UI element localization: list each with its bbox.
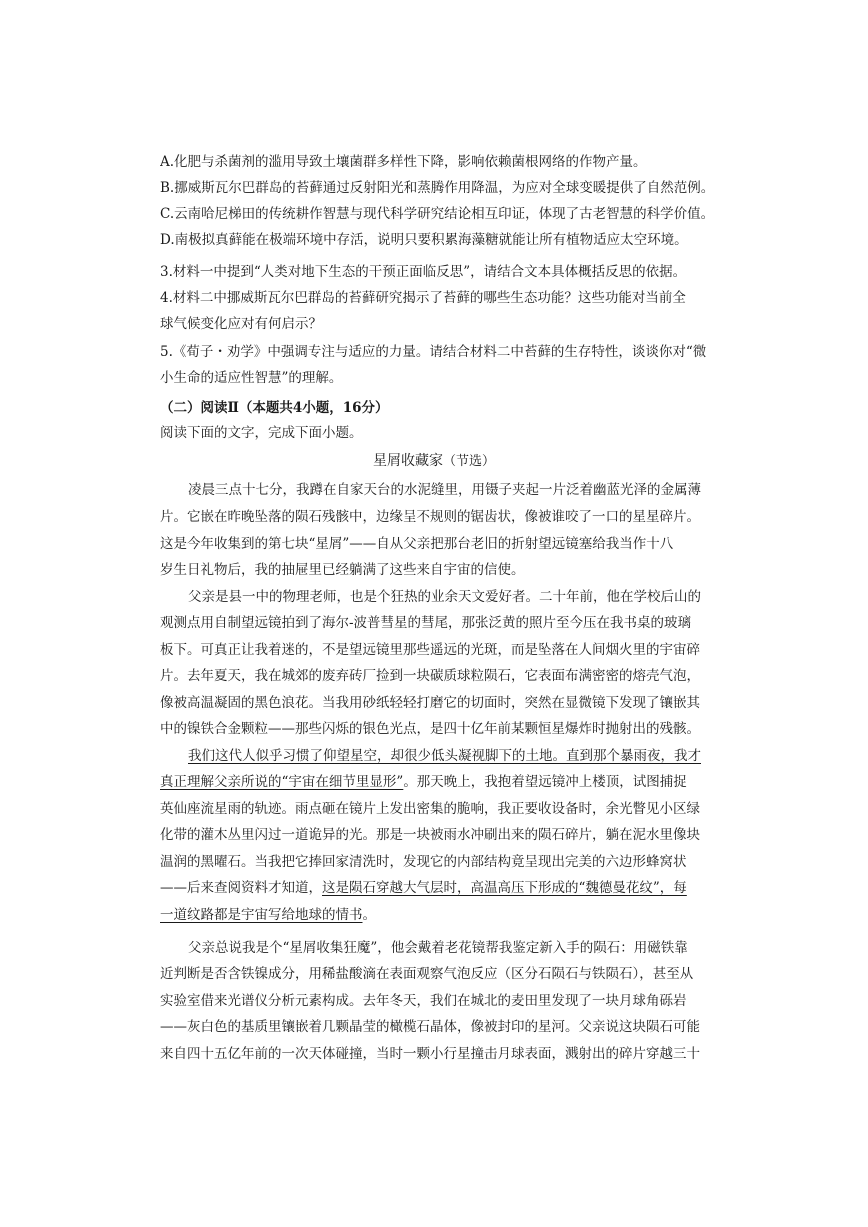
paragraph-2-line-1: 父亲是县一中的物理老师，也是个狂热的业余天文爱好者。二十年前，他在学校后山的 — [188, 589, 701, 605]
section-instruction: 阅读下面的文字，完成下面小题。 — [160, 425, 363, 441]
option-b: B.挪威斯瓦尔巴群岛的苔藓通过反射阳光和蒸腾作用降温，为应对全球变暖提供了自然范例。 — [160, 180, 715, 196]
paragraph-2-line-5: 像被高温凝固的黑色浪花。当我用砂纸轻轻打磨它的切面时，突然在显微镜下发现了镶嵌其 — [160, 695, 700, 711]
article-title — [0, 451, 868, 472]
paragraph-3-line-6 — [160, 878, 720, 898]
option-d: D.南极拟真藓能在极端环境中存活，说明只要积累海藻糖就能让所有植物适应太空环境。 — [160, 232, 688, 248]
paragraph-4-line-4: ——灰白色的基质里镶嵌着几颗晶莹的橄榄石晶体，像被封印的星河。父亲说这块陨石可能 — [160, 1019, 700, 1035]
option-c: C.云南哈尼梯田的传统耕作智慧与现代科学研究结论相互印证，体现了古老智慧的科学价值。 — [160, 206, 715, 222]
paragraph-3-line-5: 温润的黑曜石。当我把它捧回家清洗时，发现它的内部结构竟呈现出完美的六边形蜂窝状 — [160, 854, 687, 870]
paragraph-2-line-4: 片。去年夏天，我在城郊的废弃砖厂捡到一块碳质球粒陨石，它表面布满密密的熔壳气泡， — [160, 668, 700, 684]
paragraph-3-line-3: 英仙座流星雨的轨迹。雨点砸在镜片上发出密集的脆响，我正要收设备时，余光瞥见小区绿 — [160, 801, 700, 817]
question-4-line-2: 球气候变化应对有何启示？ — [160, 316, 322, 332]
paragraph-1-line-2: 片。它嵌在昨晚坠落的陨石残骸中，边缘呈不规则的锯齿状，像被谁咬了一口的星星碎片。 — [160, 509, 700, 525]
question-4-line-1: 4.材料二中挪威斯瓦尔巴群岛的苔藓研究揭示了苔藓的哪些生态功能？这些功能对当前全 — [160, 290, 686, 306]
underlined-text: 一道纹路都是宇宙写给地球的情书 — [160, 907, 363, 923]
paragraph-3-line-1 — [188, 746, 720, 766]
paragraph-3-line-7 — [160, 905, 720, 925]
paragraph-2-line-2: 观测点用自制望远镜拍到了海尔-波普彗星的彗尾，那张泛黄的照片至今压在我书桌的玻璃 — [160, 615, 692, 631]
paragraph-4-line-1: 父亲总说我是个“星屑收集狂魔”，他会戴着老花镜帮我鉴定新入手的陨石：用磁铁靠 — [188, 940, 688, 956]
underlined-text: 我们这代人似乎习惯了仰望星空，却很少低头凝视脚下的土地。直到那个暴雨夜，我才 — [188, 748, 701, 764]
article-title-note: （节选） — [442, 454, 495, 469]
body-text: ——后来查阅资料才知道， — [160, 880, 322, 896]
body-text: 。那天晚上，我抱着望远镜冲上楼顶，试图捕捉 — [403, 774, 687, 790]
paragraph-3-line-4: 化带的灌木丛里闪过一道诡异的光。那是一块被雨水冲刷出来的陨石碎片，躺在泥水里像块 — [160, 827, 700, 843]
underlined-text: 这是陨石穿越大气层时，高温高压下形成的“魏德曼花纹”，每 — [322, 880, 687, 896]
paragraph-4-line-2: 近判断是否含铁镍成分，用稀盐酸滴在表面观察气泡反应（区分石陨石与铁陨石），甚至从 — [160, 966, 694, 982]
section-heading: （二）阅读Ⅱ（本题共4小题，16分） — [160, 400, 389, 416]
question-5-line-2: 小生命的适应性智慧”的理解。 — [160, 370, 343, 386]
paragraph-2-line-3: 板下。可真正让我着迷的，不是望远镜里那些遥远的光斑，而是坠落在人间烟火里的宇宙碎 — [160, 642, 700, 658]
paragraph-3-line-2 — [160, 772, 720, 792]
body-text: 。 — [362, 907, 376, 923]
paragraph-4-line-3: 实验室借来光谱仪分析元素构成。去年冬天，我们在城北的麦田里发现了一块月球角砾岩 — [160, 993, 687, 1009]
question-5-line-1: 5.《荀子・劝学》中强调专注与适应的力量。请结合材料二中苔藓的生存特性，谈谈你对“微 — [160, 344, 707, 360]
paragraph-4-line-5: 来自四十五亿年前的一次天体碰撞，当时一颗小行星撞击月球表面，溅射出的碎片穿越三十 — [160, 1046, 700, 1062]
paragraph-2-line-6: 中的镍铁合金颗粒——那些闪烁的银色光点，是四十亿年前某颗恒星爆炸时抛射出的残骸。 — [160, 721, 700, 737]
paragraph-1-line-4: 岁生日礼物后，我的抽屉里已经躺满了这些来自宇宙的信使。 — [160, 562, 525, 578]
article-title-text: 星屑收藏家 — [372, 453, 443, 469]
option-a: A.化肥与杀菌剂的滥用导致土壤菌群多样性下降，影响依赖菌根网络的作物产量。 — [160, 154, 647, 170]
paragraph-1-line-3: 这是今年收集到的第七块“星屑”——自从父亲把那台老旧的折射望远镜塞给我当作十八 — [160, 536, 674, 552]
paragraph-1-line-1: 凌晨三点十七分，我蹲在自家天台的水泥缝里，用镊子夹起一片泛着幽蓝光泽的金属薄 — [188, 482, 701, 498]
question-3: 3.材料一中提到“人类对地下生态的干预正面临反思”，请结合文本具体概括反思的依据。 — [160, 264, 687, 280]
underlined-text: 真正理解父亲所说的“宇宙在细节里显形” — [160, 774, 404, 790]
